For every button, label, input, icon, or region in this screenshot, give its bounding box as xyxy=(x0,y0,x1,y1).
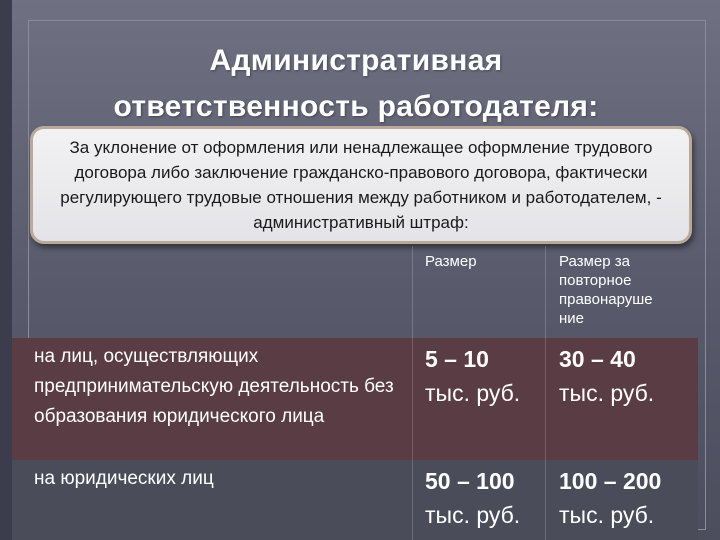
value-repeat-legal-range: 100 – 200 xyxy=(559,468,662,494)
column-divider xyxy=(545,246,546,540)
header-size: Размер xyxy=(425,253,477,270)
value-size-legal-unit: тыс. руб. xyxy=(425,502,521,528)
callout-box xyxy=(30,126,692,244)
value-size-individual xyxy=(425,342,520,410)
callout-text: За уклонение от оформления или ненадлежащее оформление трудового договора либо заключение гражданско-правового договора, фактически регулирующего трудовые отношения между работником и работодателем, - административный штраф: xyxy=(60,138,662,232)
value-repeat-legal xyxy=(559,464,661,532)
value-repeat-individual xyxy=(559,342,654,410)
fines-table xyxy=(12,246,698,540)
slide-title-line-1: Административная xyxy=(209,44,503,77)
row-label-legal-entities: на юридических лиц xyxy=(34,468,214,489)
header-repeat-size: Размер за повторное правонаруше ние xyxy=(559,253,653,327)
value-repeat-individual-unit: тыс. руб. xyxy=(559,380,655,406)
row-label-individual-entrepreneurs: на лиц, осуществляющих предпринимательскую деятельность без образования юридического лица xyxy=(34,346,394,427)
value-size-legal xyxy=(425,464,520,532)
value-size-legal-range: 50 – 100 xyxy=(425,468,515,494)
value-repeat-legal-unit: тыс. руб. xyxy=(559,502,655,528)
value-size-individual-range: 5 – 10 xyxy=(425,346,489,372)
slide-title xyxy=(0,38,720,130)
slide-title-line-2: ответственность работодателя: xyxy=(113,90,599,123)
value-size-individual-unit: тыс. руб. xyxy=(425,380,521,406)
value-repeat-individual-range: 30 – 40 xyxy=(559,346,636,372)
